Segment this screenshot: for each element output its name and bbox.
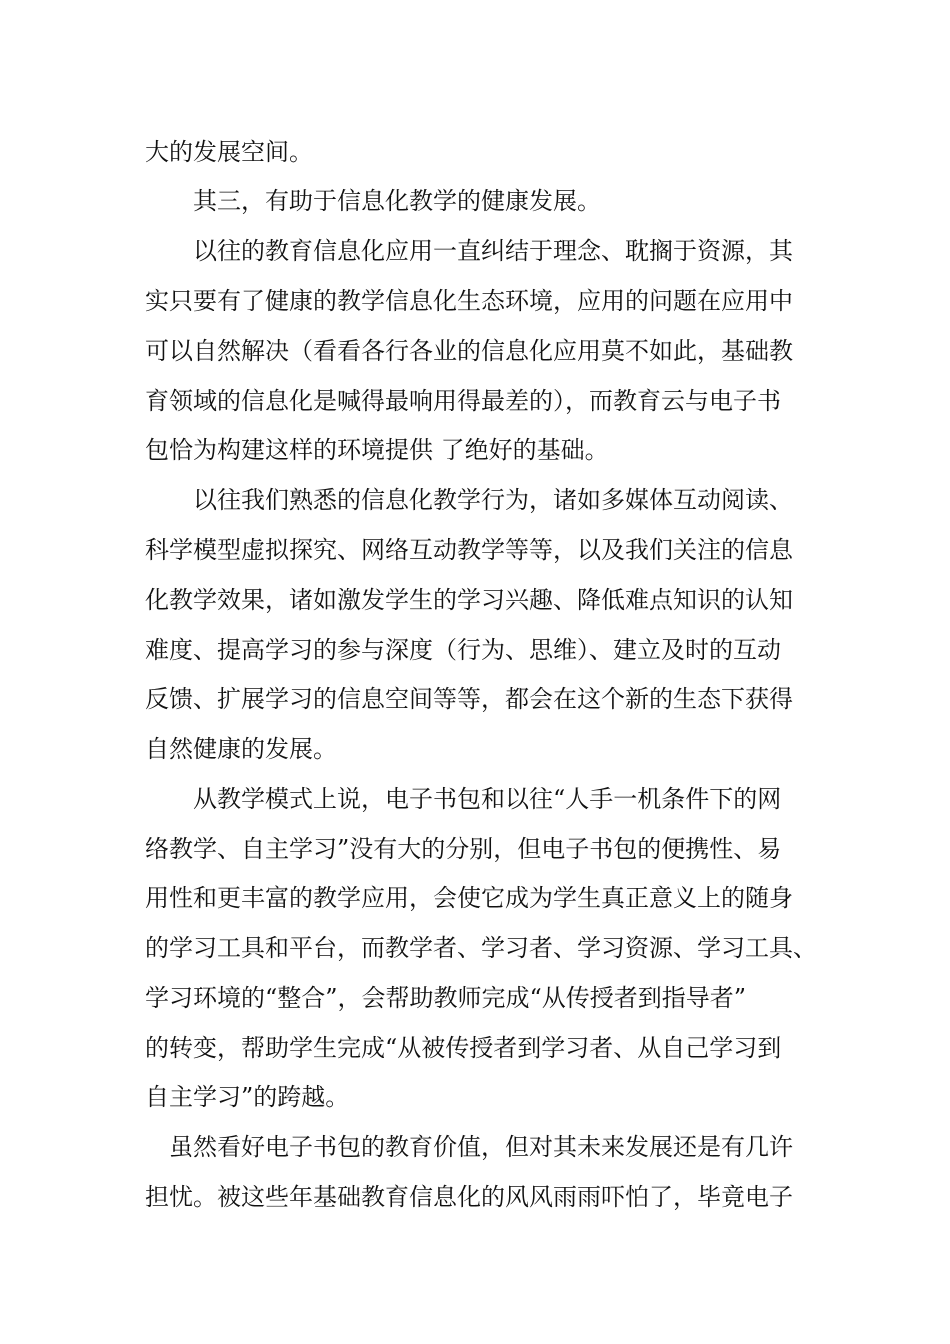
- paragraph-first-line: 虽然看好电子书包的教育价值，但对其未来发展还是有几许: [169, 1133, 793, 1161]
- text-line: 包恰为构建这样的环境提供 了绝好的基础。: [145, 436, 609, 464]
- text-line: 自主学习”的跨越。: [145, 1083, 350, 1111]
- text-line: 育领域的信息化是喊得最响用得最差的），而教育云与电子书: [145, 387, 781, 415]
- paragraph-first-line: 以往的教育信息化应用一直纠结于理念、耽搁于资源，其: [193, 237, 793, 265]
- text-line: 实只要有了健康的教学信息化生态环境，应用的问题在应用中: [145, 287, 793, 315]
- text-line: 络教学、自主学习”没有大的分别，但电子书包的便携性、易: [145, 835, 782, 863]
- text-line: 用性和更丰富的教学应用，会使它成为学生真正意义上的随身: [145, 884, 793, 912]
- text-line: 的学习工具和平台，而教学者、学习者、学习资源、学习工具、: [145, 934, 817, 962]
- text-line: 难度、提高学习的参与深度（行为、思维）、建立及时的互动: [145, 636, 781, 664]
- text-line: 可以自然解决（看看各行各业的信息化应用莫不如此，基础教: [145, 337, 793, 365]
- text-line: 的转变，帮助学生完成“从被传授者到学习者、从自己学习到: [145, 1034, 782, 1062]
- paragraph-first-line: 从教学模式上说，电子书包和以往“人手一机条件下的网: [193, 785, 782, 813]
- text-line: 科学模型虚拟探究、网络互动教学等等，以及我们关注的信息: [145, 536, 793, 564]
- text-line: 学习环境的“整合”，会帮助教师完成“从传授者到指导者”: [145, 984, 747, 1012]
- text-line: 自然健康的发展。: [145, 735, 337, 763]
- text-line: 担忧。被这些年基础教育信息化的风风雨雨吓怕了，毕竟电子: [145, 1183, 793, 1211]
- paragraph-first-line: 其三，有助于信息化教学的健康发展。: [193, 187, 601, 215]
- paragraph-first-line: 以往我们熟悉的信息化教学行为，诸如多媒体互动阅读、: [193, 486, 793, 514]
- text-line: 化教学效果，诸如激发学生的学习兴趣、降低难点知识的认知: [145, 586, 793, 614]
- text-line: 反馈、扩展学习的信息空间等等，都会在这个新的生态下获得: [145, 685, 793, 713]
- text-line: 大的发展空间。: [145, 138, 313, 166]
